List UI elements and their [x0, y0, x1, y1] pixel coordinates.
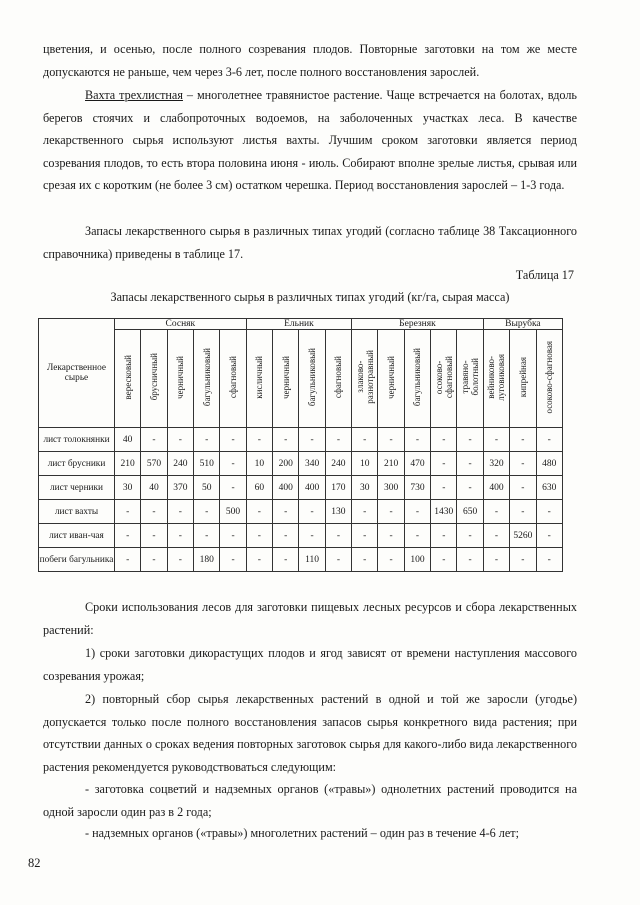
table-cell: - — [220, 548, 246, 572]
term-buckbean: Вахта трехлистная — [85, 88, 183, 102]
page-number: 82 — [28, 856, 41, 870]
table-cell: - — [510, 500, 536, 524]
table-cell: 300 — [378, 476, 404, 500]
table-cell: - — [378, 500, 404, 524]
table-cell: - — [299, 524, 325, 548]
column-header — [352, 330, 378, 428]
column-header-label: вейниково- луговиковая — [486, 353, 507, 401]
paragraph-usage-terms: Сроки использования лесов для заготовки пищевых лесных ресурсов и сбора лекарственных растений: — [43, 600, 577, 637]
table-cell: 320 — [483, 452, 509, 476]
paragraph-buckbean — [43, 84, 577, 197]
table-cell: - — [246, 548, 272, 572]
table-cell: - — [194, 524, 220, 548]
table-cell: - — [378, 524, 404, 548]
column-header-label: кипрейная — [517, 356, 528, 398]
group-spruce: Ельник — [246, 319, 351, 330]
table-cell: 510 — [194, 452, 220, 476]
table-cell: - — [510, 428, 536, 452]
table-cell: - — [246, 428, 272, 452]
table-cell: - — [510, 476, 536, 500]
table-cell: 10 — [246, 452, 272, 476]
column-header — [483, 330, 509, 428]
table-cell: 470 — [404, 452, 430, 476]
table-cell: 1430 — [431, 500, 457, 524]
row-label: побеги багульника — [39, 548, 115, 572]
column-header-label: травяно- болотный — [460, 358, 481, 396]
table-cell: - — [483, 524, 509, 548]
table-cell: - — [404, 500, 430, 524]
table-cell: 180 — [194, 548, 220, 572]
table-cell: - — [483, 428, 509, 452]
column-header — [141, 330, 167, 428]
table-cell: 630 — [536, 476, 563, 500]
table-cell: - — [404, 524, 430, 548]
table-row — [39, 476, 563, 500]
table-cell: - — [457, 548, 483, 572]
table-row — [39, 524, 563, 548]
row-label: лист иван-чая — [39, 524, 115, 548]
table-cell: 130 — [325, 500, 351, 524]
table-cell: - — [141, 548, 167, 572]
table-cell: - — [273, 524, 299, 548]
table-cell: - — [431, 548, 457, 572]
table-cell: - — [246, 500, 272, 524]
table-cell: 570 — [141, 452, 167, 476]
column-header — [431, 330, 457, 428]
reserves-table — [38, 318, 563, 572]
table-cell: - — [536, 500, 563, 524]
table-cell: - — [141, 524, 167, 548]
group-birch: Березняк — [352, 319, 484, 330]
column-header-label: черничный — [386, 355, 397, 399]
table-cell: - — [404, 428, 430, 452]
table-cell: - — [431, 428, 457, 452]
table-cell: - — [352, 428, 378, 452]
table-cell: - — [246, 524, 272, 548]
paragraph-continuation: цветения, и осенью, после полного созревания плодов. Повторные заготовки на том же месте допускаются не раньше, чем через 3-6 лет, после полного восстановления зарослей. — [43, 42, 577, 79]
table-cell: - — [220, 476, 246, 500]
table-cell: 40 — [115, 428, 141, 452]
column-header — [194, 330, 220, 428]
table-cell: - — [220, 452, 246, 476]
table-cell: - — [115, 524, 141, 548]
column-header-label: брусничный — [149, 353, 160, 401]
table-body — [39, 428, 563, 572]
table-cell: - — [378, 548, 404, 572]
table-cell: 60 — [246, 476, 272, 500]
table-cell: - — [194, 500, 220, 524]
group-pine: Сосняк — [115, 319, 247, 330]
row-header-cell: Лекарственное сырье — [39, 319, 115, 428]
column-header — [404, 330, 430, 428]
table-caption: Запасы лекарственного сырья в различных типах угодий (кг/га, сырая масса) — [110, 290, 510, 304]
paragraph-perennial-plants: - надземных органов («травы») многолетних растений – один раз в течение 4-6 лет; — [85, 826, 519, 840]
table-cell: 730 — [404, 476, 430, 500]
row-label: лист брусники — [39, 452, 115, 476]
table-cell: - — [325, 548, 351, 572]
table-cell: - — [457, 452, 483, 476]
table-number: Таблица 17 — [515, 268, 574, 282]
paragraph-item-1: 1) сроки заготовки дикорастущих плодов и ягод зависят от времени наступления массового созревания урожая; — [43, 646, 577, 683]
column-header-label: багульниковый — [201, 347, 212, 407]
column-header — [273, 330, 299, 428]
table-row — [39, 428, 563, 452]
table-cell: 170 — [325, 476, 351, 500]
table-cell: - — [378, 428, 404, 452]
table-row — [39, 452, 563, 476]
column-header-label: сфагновый — [228, 355, 239, 399]
table-cell: 210 — [378, 452, 404, 476]
table-cell: 400 — [299, 476, 325, 500]
table-cell: - — [273, 500, 299, 524]
column-header — [510, 330, 536, 428]
table-cell: 650 — [457, 500, 483, 524]
table-cell: 110 — [299, 548, 325, 572]
table-cell: 30 — [115, 476, 141, 500]
column-header-label: багульниковый — [307, 347, 318, 407]
table-cell: 400 — [273, 476, 299, 500]
column-header — [299, 330, 325, 428]
column-header — [220, 330, 246, 428]
table-cell: - — [457, 524, 483, 548]
table-cell: - — [352, 548, 378, 572]
row-label: лист вахты — [39, 500, 115, 524]
table-cell: - — [273, 548, 299, 572]
column-header-row — [39, 330, 563, 428]
row-label: лист толокнянки — [39, 428, 115, 452]
table-cell: - — [273, 428, 299, 452]
table-cell: - — [167, 500, 193, 524]
table-cell: - — [115, 500, 141, 524]
paragraph-table-reference: Запасы лекарственного сырья в различных типах угодий (согласно таблице 38 Таксационного справочника) приведены в таблице 17. — [43, 224, 577, 261]
table-cell: 500 — [220, 500, 246, 524]
table-cell: - — [167, 524, 193, 548]
column-header-label: осоково-сфагновая — [544, 340, 555, 414]
table-cell: 210 — [115, 452, 141, 476]
column-header — [115, 330, 141, 428]
table-cell: 50 — [194, 476, 220, 500]
table-cell: - — [167, 548, 193, 572]
paragraph-annual-plants: - заготовка соцветий и надземных органов («травы») однолетних растений проводится на одной заросли один раз в 2 года; — [43, 782, 577, 819]
table-row — [39, 500, 563, 524]
table-cell: 10 — [352, 452, 378, 476]
column-header-label: кисличный — [254, 355, 265, 399]
table-row — [39, 548, 563, 572]
column-header-label: осоково- сфагновый — [433, 355, 454, 399]
column-header — [246, 330, 272, 428]
table-cell: - — [325, 524, 351, 548]
table-cell: - — [325, 428, 351, 452]
column-header-label: багульниковый — [412, 347, 423, 407]
row-label: лист черники — [39, 476, 115, 500]
table-cell: - — [510, 548, 536, 572]
column-header-label: сфагновый — [333, 355, 344, 399]
table-cell: - — [115, 548, 141, 572]
table-cell: - — [457, 476, 483, 500]
table-cell: - — [431, 524, 457, 548]
table-cell: 340 — [299, 452, 325, 476]
table-cell: 240 — [325, 452, 351, 476]
paragraph-item-2: 2) повторный сбор сырья лекарственных растений в одной и той же заросли (угодье) допускается только после полного восстановления запасов сырья конкретного вида растения; при отсутствии данных о сроках ведения повторных заготовок сырья для какого-либо вида лекарственного растения рекомендуется руководствоваться следующим: — [43, 692, 577, 774]
table-cell: - — [352, 524, 378, 548]
table-cell: - — [352, 500, 378, 524]
column-header — [167, 330, 193, 428]
column-header — [325, 330, 351, 428]
table-cell: - — [457, 428, 483, 452]
table-cell: - — [220, 428, 246, 452]
table-cell: 370 — [167, 476, 193, 500]
column-header — [378, 330, 404, 428]
column-header-label: черничный — [175, 355, 186, 399]
table-cell: 5260 — [510, 524, 536, 548]
group-clearcut: Вырубка — [483, 319, 562, 330]
table-cell: 480 — [536, 452, 563, 476]
table-cell: - — [510, 452, 536, 476]
table-cell: - — [431, 452, 457, 476]
table-cell: 400 — [483, 476, 509, 500]
column-header — [536, 330, 563, 428]
table-cell: - — [220, 524, 246, 548]
table-cell: - — [141, 500, 167, 524]
column-header-label: черничный — [280, 355, 291, 399]
table-cell: 240 — [167, 452, 193, 476]
column-header-label: злаково- разнотравный — [354, 350, 375, 404]
table-cell: 30 — [352, 476, 378, 500]
group-header-row — [39, 319, 563, 330]
table-cell: 200 — [273, 452, 299, 476]
table-cell: 100 — [404, 548, 430, 572]
table-cell: - — [299, 428, 325, 452]
table-cell: - — [483, 500, 509, 524]
table-cell: - — [194, 428, 220, 452]
table-cell: - — [299, 500, 325, 524]
column-header — [457, 330, 483, 428]
column-header-label: вересковый — [122, 354, 133, 400]
table-cell: - — [167, 428, 193, 452]
table-cell: - — [141, 428, 167, 452]
table-cell: - — [536, 548, 563, 572]
table-cell: - — [536, 428, 563, 452]
table-cell: - — [431, 476, 457, 500]
table-cell: - — [483, 548, 509, 572]
buckbean-description: – многолетнее травянистое растение. Чаще встречается на болотах, вдоль берегов стоячих и слабопроточных водоемов, на заболоченных участках леса. В качестве лекарственного сырья используют листья вахты. Лучшим сроком заготовки является период созревания плодов, то есть втора половина июня - июль. Собирают вполне зрелые листья, срывая или срезая их с коротким (не более 3 см) остатком черешка. Период восстановления зарослей – 1-3 года. — [43, 88, 577, 192]
table-cell: - — [536, 524, 563, 548]
table-cell: 40 — [141, 476, 167, 500]
